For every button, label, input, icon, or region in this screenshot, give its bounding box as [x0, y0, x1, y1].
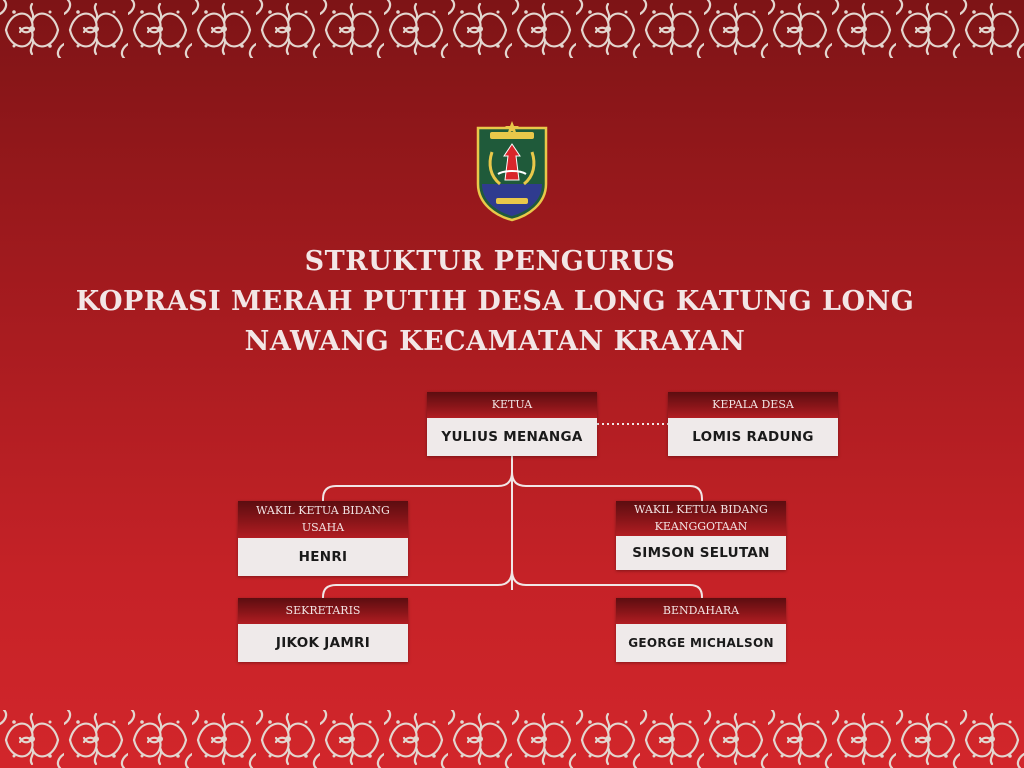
wakil-usaha-role-label: WAKIL KETUA BIDANG USAHA — [238, 501, 408, 538]
sekretaris-role-label: SEKRETARIS — [238, 598, 408, 624]
wakil-keanggotaan-box — [616, 501, 786, 570]
wakil-usaha-name: HENRI — [238, 538, 408, 576]
connector-wakil-keanggotaan — [512, 472, 702, 501]
bendahara-name: GEORGE MICHALSON — [616, 624, 786, 662]
wakil-keanggotaan-name: SIMSON SELUTAN — [616, 536, 786, 570]
connector-wakil-usaha — [323, 472, 512, 501]
kepala-desa-role-label: KEPALA DESA — [668, 392, 838, 418]
bendahara-box — [616, 598, 786, 662]
ketua-box — [427, 392, 597, 456]
wakil-usaha-box — [238, 501, 408, 576]
title-line-3: NAWANG KECAMATAN KRAYAN — [244, 326, 746, 357]
sekretaris-box — [238, 598, 408, 662]
ketua-name: YULIUS MENANGA — [427, 418, 597, 456]
bendahara-role-label: BENDAHARA — [616, 598, 786, 624]
sekretaris-name: JIKOK JAMRI — [238, 624, 408, 662]
kepala-desa-name: LOMIS RADUNG — [668, 418, 838, 456]
kepala-desa-box — [668, 392, 838, 456]
connector-bendahara — [512, 570, 702, 598]
title-line-2: KOPRASI MERAH PUTIH DESA LONG KATUNG LONG — [75, 286, 915, 317]
ketua-role-label: KETUA — [427, 392, 597, 418]
wakil-keanggotaan-role-label: WAKIL KETUA BIDANG KEANGGOTAAN — [616, 501, 786, 536]
title-line-1: STRUKTUR PENGURUS — [304, 246, 676, 277]
